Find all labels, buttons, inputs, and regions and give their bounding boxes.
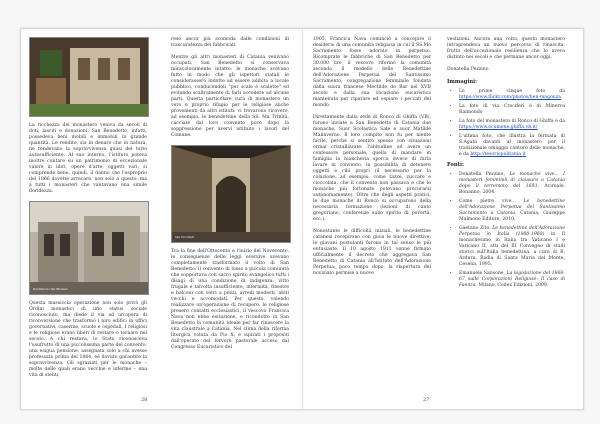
paragraph: vestizioni. Ancora una volta, questo monastero intraprendeva un nuovo percorso di rinascita, frutto dell'eccezionale resilienza che lo aveva distinto nei secoli e che permane ancor oggi. bbox=[447, 37, 565, 60]
via-crociferi-photo bbox=[171, 145, 291, 243]
list-item: • La foto del monastero di Ronco di Ghiffa è da https://www.ecumene.ghiffa.vb.it/ bbox=[459, 119, 565, 131]
link[interactable]: https://www.flickr.com/photos/hen-magonza bbox=[459, 95, 561, 100]
monastery-photo bbox=[29, 201, 149, 295]
paragraph: Questa massiccia operazione non solo privò gli Ordini monastici di uno status sociale riconosciuto, ma diede il via ad un'opera di riconversione che trasformò i loro edifici in uffici governativi, caserme, scuole e ospedali. I religiosi e le religiose erano liberi di restare o tornare nel secolo. A chi restava, lo Stato riconosceva l'usufrutto di una piccolissima parte del convento, una esigua pensione, assegnata solo a chi avesse professato prima del 1864, eè dovuto garantire la sopravvivenza. Gli sgraziati per le monache – molte delle quali erano vecchie e inferme – una vita di stenti, bbox=[29, 301, 147, 378]
column-3 bbox=[313, 37, 431, 283]
sources-list bbox=[447, 172, 565, 289]
paragraph: Tra la fine dell'Ottocento e l'inizio del Novecento, le conseguenze delle leggi eversive avevano completamente trasformato il volto di San Benedetto: il convento di lusso a piccola comunità che sopportava con sacro spirito evangelico tutti i disagi di una condizione di indigenza: vitto frugale e talvolta insufficiente, infermità, finestre e balconi con vetri a pezzi, arredi modesti, abiti vecchi e accomodati. Per questo, volendo realizzare un'operazione di recupero, le religiose presero contatti ecclesiastici, il vescovo Francica Nava non ebbe esitazione, e ricondotte in San Benedetto la comunità ideale per far rinascere la vita claustrale a Catania. Nel clima della riforma liturgica voluta da Pio X, e ispirati i propositi dall'operato del fervore pastorale acceso dal Congresso Eucaristico del bbox=[171, 249, 289, 350]
book-spread bbox=[20, 28, 584, 410]
monks-dormitory-photo bbox=[29, 37, 149, 117]
page-number-right: 27 bbox=[423, 397, 430, 403]
list-item: • Donatella Pezzino, Le monache vive... I monasteri femminili di clausura a Catania dopo il terremoto del 1693, Acireale, Bonanno, 2004. bbox=[459, 172, 565, 196]
list-item: • La foto di via Crociferi è di Minerva Raimondo bbox=[459, 104, 565, 116]
paragraph: Direttamente dalla sede di Ronco di Ghiffa (VB), furono inviate a San Benedetto di Catania due monache, Suor Scolastica Sale e suor Matilde Malinverno. Il loro compito non fu per niente facile, perché si sentirò spesso con situazioni ormai cristallizzate: l'abitudine ad avere un confessore personale, quella di mandare in famiglia la biancheria sporca invece di farla lavare in convento, la possibilità di detenere oggetti e cibi propri (il necessario per la colazione, ad esempio, come tazze, zuccare e cioccolata, che il convento non passava e che le monache più fortunate potevano procurarsi autonomamente). Oltre che degli aspetti pratici, le due monache di Ronco si occuparono della necessaria formazione (lezioni di canto gregoriano, conferenze sullo spirito di povertà, ecc.). bbox=[313, 115, 431, 222]
author: Donatella Pezzino bbox=[447, 67, 489, 72]
sources-heading: Fonti: bbox=[447, 162, 464, 168]
link[interactable]: https://www.ecumene.ghiffa.vb.it/ bbox=[459, 125, 538, 130]
paragraph: Mentre gli altri monasteri di Catania venivano occupati, San Benedetto si conservava miracolosamente intatto; le monache avevano fatto in modo che gli ispettori statali le considerassero indotte ad essere adibito a locale pubblico, conducendoli "per scale e scalette" ed evitando scaltramente di farli accedere ad alcune parti. Questa particolare cura di monastero un vero e proprio rifugio per le religiose anche provenienti da altri istituti: vi trovarono ricovero, ad esempio, le benedettine della SS. Ma Trinità, cacciate dal loro convento poco dopo la soppressione per avervi istituito i lavori del Comune. bbox=[171, 55, 289, 138]
column-2 bbox=[171, 37, 289, 357]
list-item: • L'ultima foto, che illustra la fermata di S.Agata davanti al monastero per il tradizionale omaggio canturo delle monache, è da http://tesoriopalitania.it bbox=[459, 134, 565, 158]
images-list bbox=[447, 89, 565, 158]
column-1 bbox=[29, 37, 147, 385]
photo-caption: Via Crociferi bbox=[175, 235, 195, 239]
column-4 bbox=[447, 37, 565, 293]
page-number-left: 28 bbox=[141, 397, 148, 403]
paragraph: rese ancor più scomoda dalle condizioni di trascuratezza dei fabbricati. bbox=[171, 37, 289, 48]
paragraph: Nonostante le difficoltà iniziali, le benedettine catanesi recepirono con gioia le nuove direttive: le giovani postulanti furono in tal senso le più entusiaste. Il 10 agosto 1911 venne firmato ufficialmente il decreto che aggregava San Benedetto di Catania all'Istituto dell'Adorazione Perpetua; poco tempo dopo, la riapertura del noviziato permise a nuove bbox=[313, 229, 431, 276]
page-fold bbox=[302, 29, 303, 409]
list-item: • Come pietre vive... Le benedettine dell'Adorazione Perpetua del Santissimo Sacramento a Catania, Catania, Giuseppe Maimone Editore, 2010. bbox=[459, 199, 565, 223]
list-item: • Le prime cinque foto da https://www.flickr.com/photos/hen-magonza bbox=[459, 89, 565, 101]
list-item: • Emanuele Sansone, La legislazione del 1866-67 sulle Corporazioni Religiose: Il caso di Faenza, Milano, Codex Edizioni, 2009. bbox=[459, 271, 565, 289]
images-heading: Immagini: bbox=[447, 79, 478, 85]
paragraph: La ricchezza del monastero veniva da secoli di doti, lasciti e donazioni. San Benedetto, infatti, possedeva beni mobili e immobili in grande quantità. Le rendite, sia in denaro che in natura, ne rendevano la sopravvivenza quasi del tutto autosufficiente. Al suo interno, l'istituto poteva inoltre contare su un patrimonio di eccezionale valore in libri, opere d'arte, oggetti vari; si comprende bene, quindi, il danno che l'esproprio del 1866 dovette arrecare, non solo a questo, ma a tutti i monasteri che vantavano una simile floridezza. bbox=[29, 123, 147, 194]
paragraph: 1905, Francica Nava cominciò a concepire il desiderio di una comunità religiosa in cui il SS.Mo Sacramento fosse adorato in perpetuo. Ricomprate le fabbriche di San Benedetto per 30.000 lire, il vescovo riformò la comunità secondo il modello delle Benedettine dell'Adorazione Perpetua del Santissimo Sacramento, congregazione femminile fondata dalla suora francese Mectilde de Bar nel XVII secolo e dalla sua vocazione eucaristica mantenuta per riparare ed espiare i peccati del mondo. bbox=[313, 37, 431, 108]
link[interactable]: http://tesoriopalitania.it bbox=[470, 152, 526, 157]
list-item: • Gaetano Zito, Le benedettine dell'Adorazione Perpetua in Italia (1880-1960) in Il monachesimo in Italia tra Vaticano I e Vaticano II, atti del III Convegno di studi storici sull'Italia benedettina, a cura di B. Ardura, Badia di Santa Maria del Monte, Cesena, 1995. bbox=[459, 226, 565, 268]
photo-caption: Dormitorio dei Monaci bbox=[33, 287, 68, 291]
